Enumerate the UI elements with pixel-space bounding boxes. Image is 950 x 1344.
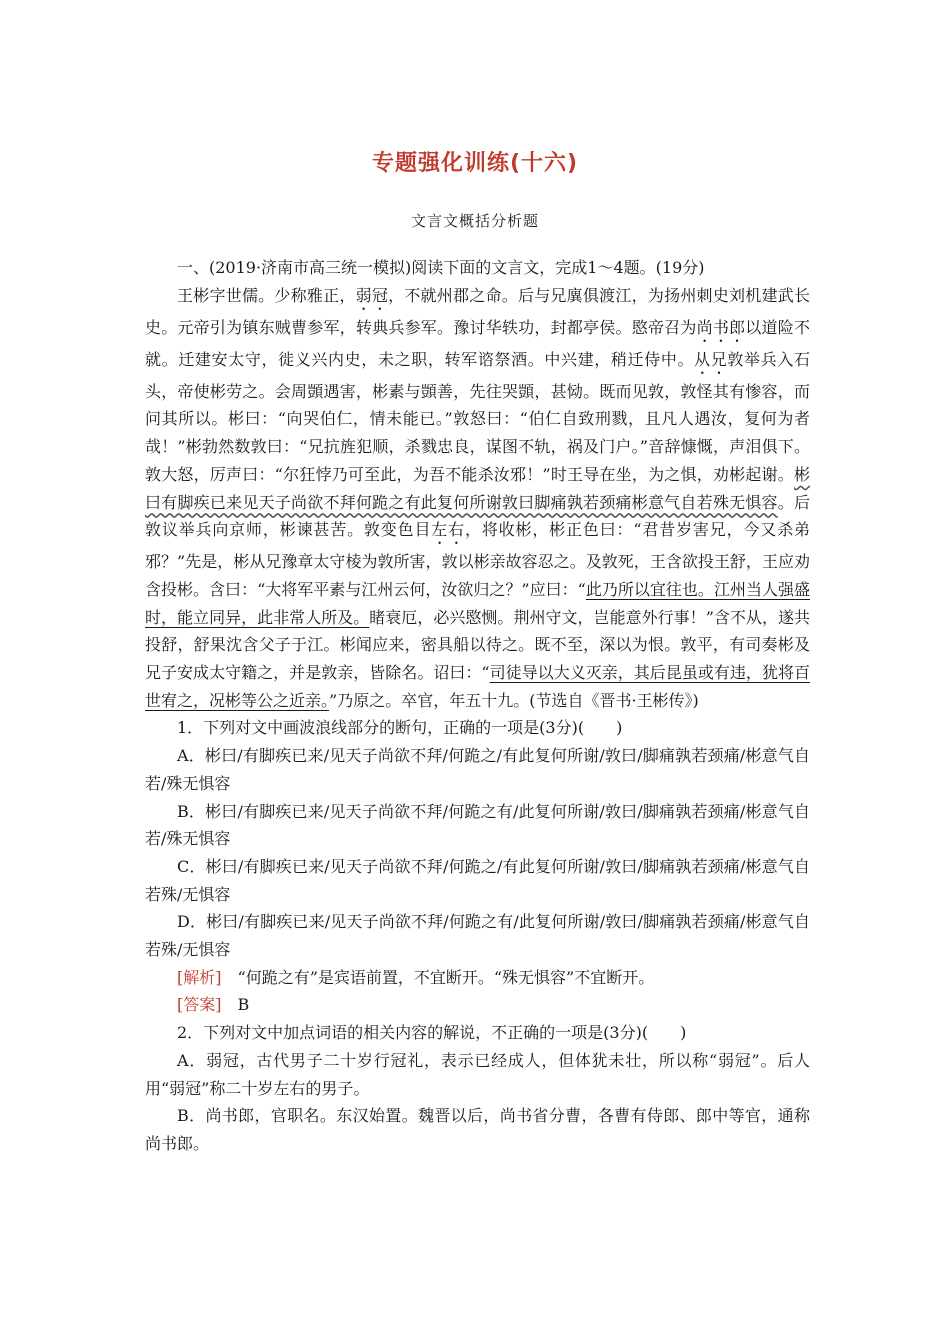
question-1-option-b: B．彬曰/有脚疾已来/见天子尚欲不拜/何跪之有/此复何所谢/敦曰/脚痛孰若颈痛/彬意气自若/殊无惧容	[145, 801, 810, 849]
question-2-option-b: B．尚书郎，官职名。东汉始置。魏晋以后，尚书省分曹，各曹有侍郎、郎中等官，通称尚书郎。	[145, 1106, 810, 1153]
passage-segment: ”乃原之。卒官，年五十九。(节选自《晋书·王彬传》)	[329, 690, 699, 710]
analysis-text: “何跪之有”是宾语前置，不宜断开。“殊无惧容”不宜断开。	[237, 967, 655, 987]
question-1-answer	[145, 991, 810, 1019]
question-1-option-d: D．彬曰/有脚疾已来/见天子尚欲不拜/何跪之有/此复何所谢/敦曰/脚痛孰若颈痛/彬意气自若殊/无惧容	[145, 912, 810, 960]
answer-tag: [答案]	[177, 995, 222, 1015]
dotted-term: 从兄	[694, 349, 728, 369]
wavy-underlined-segment: 彬曰有脚疾已来见天子尚欲不拜何跪之有此复何所谢敦曰脚痛孰若颈痛彬意气自若殊无惧容	[145, 464, 810, 512]
passage-segment: ，不就州郡之命。后与兄廙俱渡江，为扬州刺史刘机建武长史。元帝引为镇东贼曹参军，转典兵参军。豫讨华轶功，封都亭侯。愍帝召为	[145, 285, 810, 337]
passage-segment: 王彬字世儒。少称雅正，	[177, 285, 356, 305]
question-1-stem: 1．下列对文中画波浪线部分的断句，正确的一项是(3分)( )	[177, 718, 623, 738]
question-2-option-a: A．弱冠，古代男子二十岁行冠礼，表示已经成人，但体犹未壮，所以称“弱冠”。后人用“弱冠”称二十岁左右的男子。	[145, 1050, 810, 1098]
underlined-segment: 司徒导以大义灭亲，其后昆虽或有违，犹将百世宥之，况彬等公之近亲。	[145, 663, 810, 710]
passage-segment: 以道险不就。迁建安太守，徙义兴内史，未之职，转军谘祭酒。中兴建，稍迁侍中。	[145, 317, 810, 369]
dotted-term: 尚书郎	[696, 317, 746, 337]
passage-segment: 敦举兵入石头，帝使彬劳之。会周顗遇害，彬素与顗善，先往哭顗，甚恸。既而见敦，敦怪其有惨容，而问其所以。彬曰：“向哭伯仁，情未能已。”敦怒曰：“伯仁自致刑戮，且凡人遇汝，复何为者哉！”彬勃然数敦曰：“兄抗旌犯顺，杀戮忠良，谋图不轨，祸及门户。”音辞慷慨，声泪俱下。敦大怒，厉声曰：“尔狂悖乃可至此，为吾不能杀汝邪！”时王导在坐，为之惧，劝彬起谢。	[145, 349, 810, 484]
question-1-analysis	[145, 964, 810, 992]
dotted-term: 弱冠	[355, 285, 389, 305]
page-subtitle: 文言文概括分析题	[410, 212, 539, 230]
passage-text	[145, 282, 810, 715]
document-body	[145, 254, 810, 1158]
question-2-stem: 2．下列对文中加点词语的相关内容的解说，不正确的一项是(3分)( )	[177, 1023, 687, 1043]
page-title: 专题强化训练(十六)	[371, 151, 579, 176]
passage-segment: 睹衰厄，必兴愍恻。荆州守文，岂能意外行事！”含不从，遂共投舒，舒果沈含父子于江。彬闻应来，密具船以待之。既不至，深以为恨。敦平，有司奏彬及兄子安成太守籍之，并是敦亲，皆除名。诏曰：“	[145, 607, 810, 683]
analysis-tag: [解析]	[177, 967, 222, 987]
section-heading: 一、(2019·济南市高三统一模拟)阅读下面的文言文，完成1～4题。(19分)	[177, 258, 705, 277]
dotted-term: 左右	[431, 520, 465, 540]
question-1-option-a: A．彬曰/有脚疾已来/见天子尚欲不拜/何跪之/有此复何所谢/敦曰/脚痛孰若颈痛/彬意气自若/殊无惧容	[145, 746, 810, 793]
passage-segment: ，将收彬，彬正色曰：“君昔岁害兄，今又杀弟邪？”先是，彬从兄豫章太守棱为敦所害，敦以彬亲故容忍之。及敦死，王含欲投王舒，王应劝含投彬。含曰：“大将军平素与江州云何，汝欲归之？”应曰：“	[145, 520, 810, 599]
question-1-option-c: C．彬曰/有脚疾已来/见天子尚欲不拜/何跪之/有此复何所谢/敦曰/脚痛孰若颈痛/彬意气自若殊/无惧容	[145, 856, 810, 904]
underlined-segment: 此乃所以宜往也。江州当人强盛时，能立同异，此非常人所及。	[145, 579, 810, 627]
passage-segment: 。后敦议举兵向京师，彬谏甚苦。敦变色目	[145, 492, 810, 540]
answer-text: B	[237, 995, 250, 1015]
